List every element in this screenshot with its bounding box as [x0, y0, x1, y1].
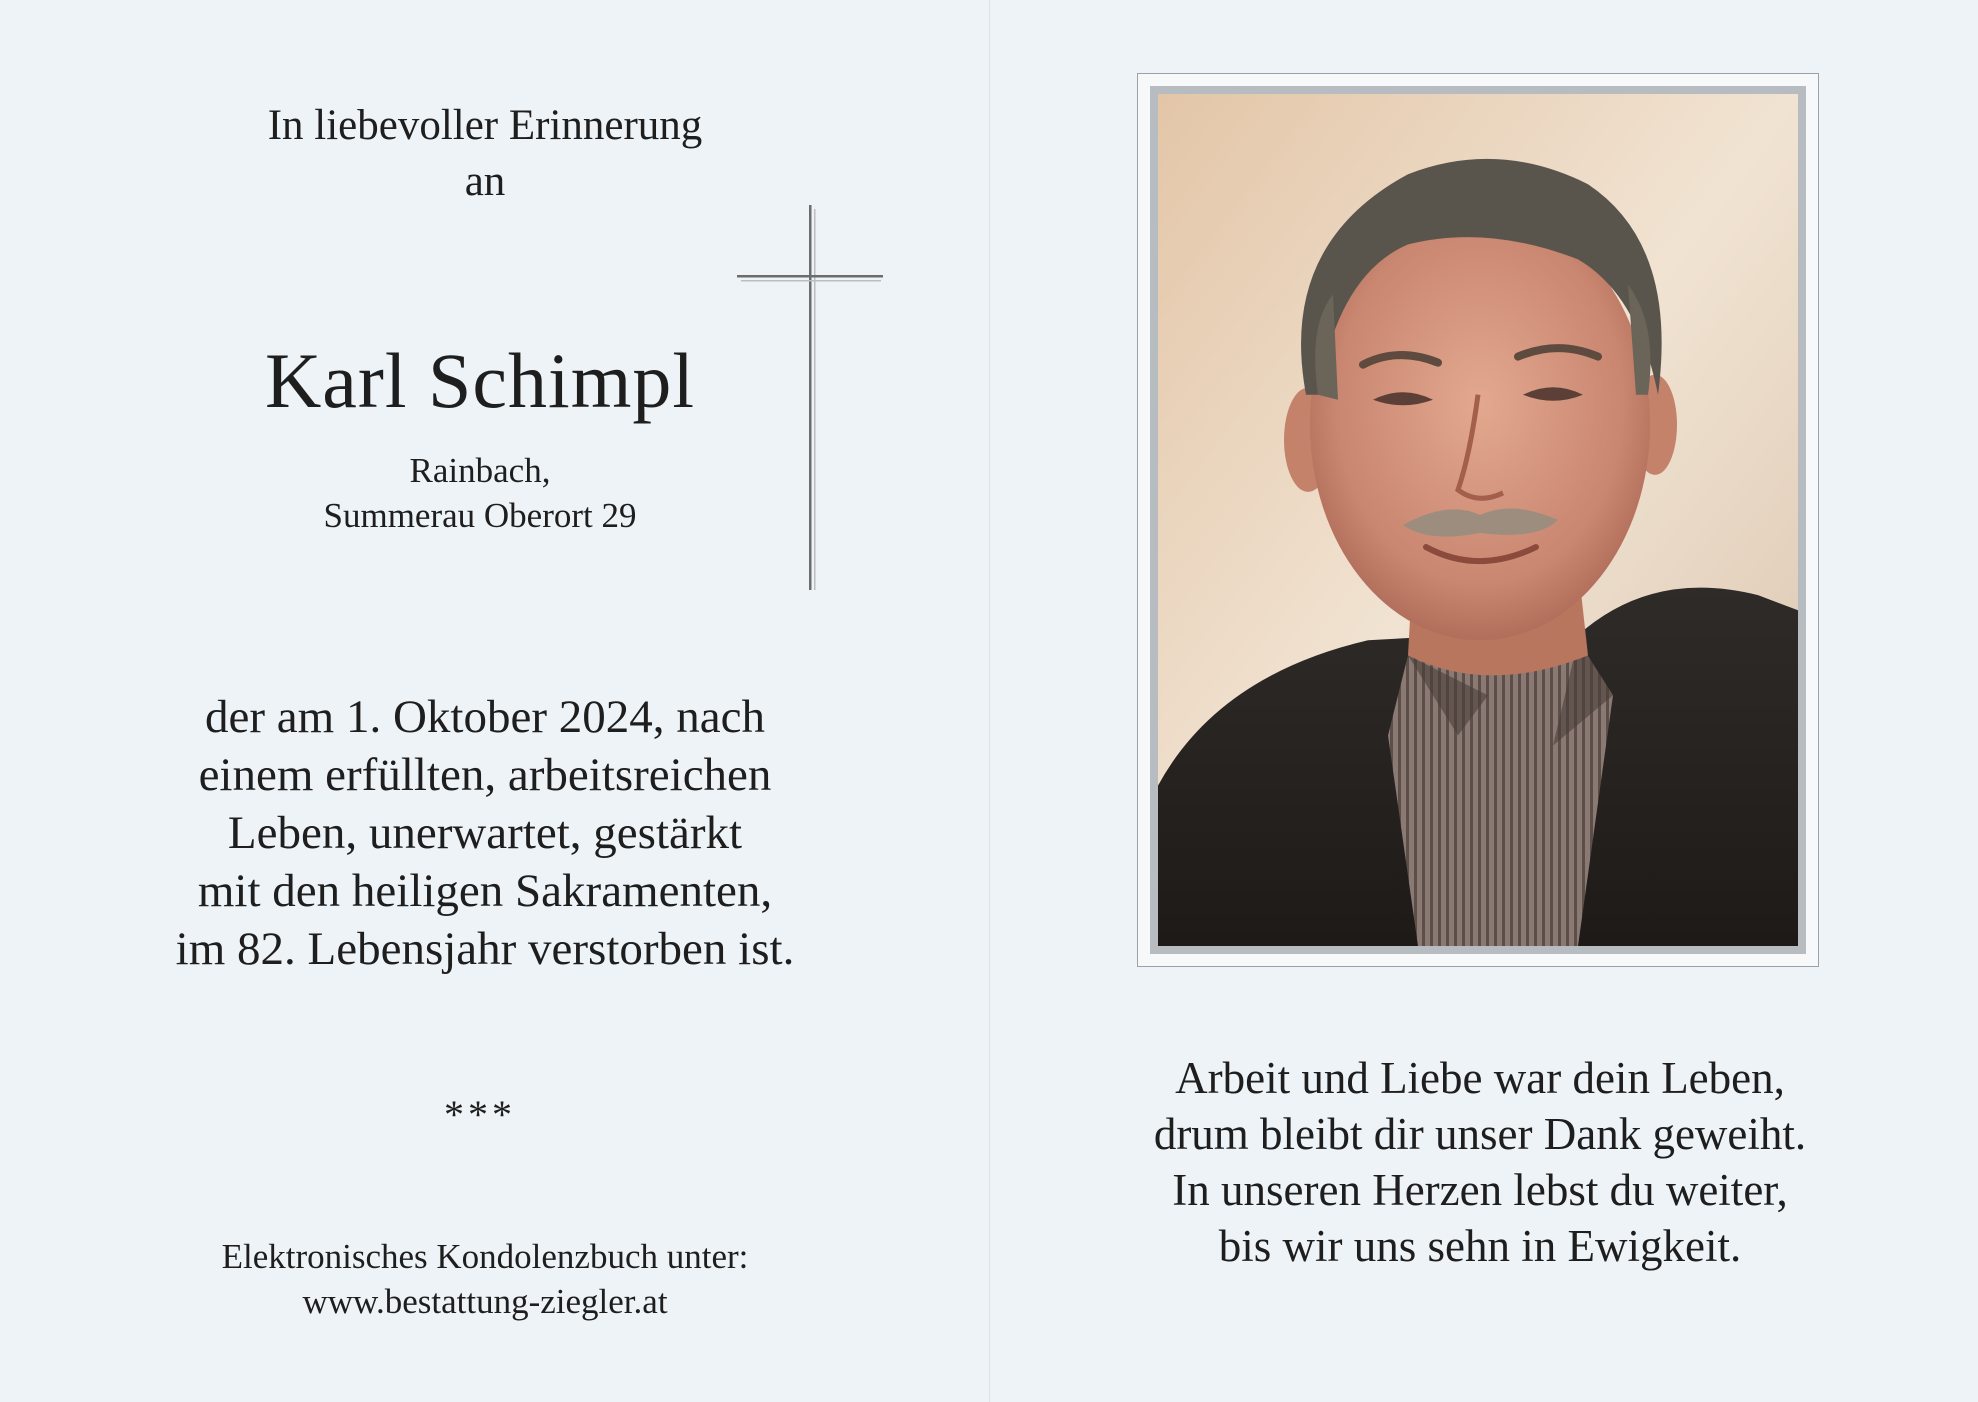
separator-stars: *** — [444, 1092, 516, 1137]
verse-line: In unseren Herzen lebst du weiter, — [1172, 1165, 1788, 1215]
verse-line: bis wir uns sehn in Ewigkeit. — [1218, 1221, 1742, 1271]
memory-heading — [160, 98, 810, 210]
photo-frame — [1137, 73, 1819, 967]
condolence-url[interactable]: www.bestattung-ziegler.at — [302, 1282, 668, 1321]
obituary-line: im 82. Lebensjahr verstorben ist. — [175, 923, 795, 975]
memorial-verse — [1080, 1050, 1880, 1274]
obituary-line: einem erfüllten, arbeitsreichen — [198, 749, 772, 801]
verse-line: drum bleibt dir unser Dank geweiht. — [1153, 1109, 1807, 1159]
deceased-name: Karl Schimpl — [264, 337, 696, 424]
photo-mat — [1150, 86, 1806, 954]
obituary-text — [90, 688, 880, 978]
card-fold-line — [989, 0, 990, 1402]
memory-line: an — [464, 158, 506, 205]
portrait-photo — [1158, 94, 1798, 946]
verse-line: Arbeit und Liebe war dein Leben, — [1175, 1053, 1785, 1103]
address-line: Summerau Oberort 29 — [323, 496, 637, 535]
obituary-line: der am 1. Oktober 2024, nach — [205, 691, 765, 743]
obituary-line: Leben, unerwartet, gestärkt — [227, 807, 743, 859]
memory-line: In liebevoller Erinnerung — [267, 102, 703, 149]
condolence-label: Elektronisches Kondolenzbuch unter: — [221, 1237, 749, 1276]
address-line: Rainbach, — [409, 451, 551, 490]
condolence-info — [140, 1234, 830, 1324]
address — [230, 448, 730, 538]
obituary-line: mit den heiligen Sakramenten, — [197, 865, 773, 917]
